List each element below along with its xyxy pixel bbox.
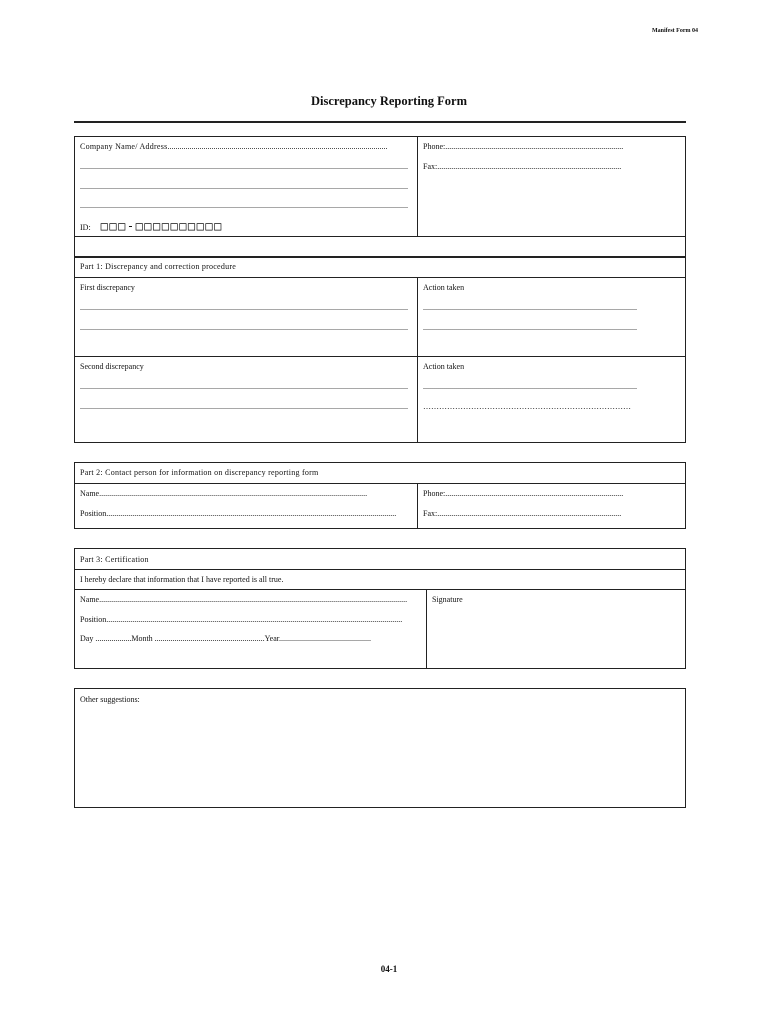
other-suggestions-label: Other suggestions: bbox=[80, 695, 140, 704]
part2-header-line bbox=[74, 483, 686, 484]
company-address-line-2[interactable]: .................................................................................................................................................................... bbox=[80, 182, 408, 191]
second-action-label: Action taken bbox=[423, 362, 465, 371]
contact-fax-dots: ............................................................................................ bbox=[437, 509, 622, 518]
company-section bbox=[74, 136, 686, 257]
first-discrepancy-line-2[interactable]: .................................................................................................................................................................... bbox=[80, 323, 408, 332]
contact-position-dots: ................................................................................................................................................. bbox=[106, 509, 397, 518]
certifier-position-dots: .................................................................................................................................................... bbox=[106, 615, 403, 624]
contact-name-dots: ...................................................................................................................................... bbox=[99, 489, 368, 498]
second-discrepancy-line-1[interactable]: .................................................................................................................................................................... bbox=[80, 382, 408, 391]
second-action-line-1[interactable]: ........................................................................................................... bbox=[423, 382, 637, 391]
day-label: Day bbox=[80, 634, 94, 643]
certifier-name-dots: .......................................................................................................................................................... bbox=[99, 595, 408, 604]
form-code: Manifest Form 04 bbox=[652, 28, 698, 34]
contact-name-field[interactable] bbox=[80, 489, 367, 499]
certification-date-field[interactable] bbox=[80, 634, 371, 644]
part3-header-line bbox=[74, 569, 686, 570]
contact-phone-field[interactable] bbox=[423, 489, 623, 499]
certifier-position-label: Position bbox=[80, 615, 107, 624]
first-action-line-2[interactable]: ........................................................................................................... bbox=[423, 323, 637, 332]
signature-label: Signature bbox=[432, 595, 463, 604]
company-divider bbox=[417, 136, 418, 236]
company-phone-field[interactable] bbox=[423, 142, 623, 152]
contact-position-field[interactable] bbox=[80, 509, 396, 519]
first-action-line-1[interactable]: ........................................................................................................... bbox=[423, 303, 637, 312]
declaration-text: I hereby declare that information that I have reported is all true. bbox=[80, 575, 284, 584]
contact-name-label: Name bbox=[80, 489, 100, 498]
part1-heading: Part 1: Discrepancy and correction procedure bbox=[80, 262, 237, 271]
company-fax-field[interactable] bbox=[423, 162, 621, 172]
contact-position-label: Position bbox=[80, 509, 107, 518]
company-bottom-line bbox=[74, 236, 686, 237]
company-fax-dots: ............................................................................................ bbox=[437, 162, 622, 171]
company-fax-label: Fax: bbox=[423, 162, 438, 171]
part2-heading: Part 2: Contact person for information on discrepancy reporting form bbox=[80, 468, 319, 477]
title-rule bbox=[74, 121, 686, 123]
part1-section bbox=[74, 257, 686, 443]
company-name-label: Company Name/ Address bbox=[80, 142, 168, 151]
second-discrepancy-line-2[interactable]: .................................................................................................................................................................... bbox=[80, 402, 408, 411]
company-phone-label: Phone: bbox=[423, 142, 446, 151]
second-discrepancy-label: Second discrepancy bbox=[80, 362, 144, 371]
month-label: Month bbox=[131, 634, 153, 643]
company-id-field[interactable] bbox=[80, 219, 223, 233]
part3-heading: Part 3: Certification bbox=[80, 555, 149, 564]
company-phone-dots: ......................................................................................... bbox=[445, 142, 624, 151]
year-dots: .............................................. bbox=[278, 634, 371, 643]
company-id-boxes: □□□-□□□□□□□□□□ bbox=[100, 219, 223, 233]
month-dots: ....................................................... bbox=[152, 634, 265, 643]
company-name-field[interactable] bbox=[80, 142, 387, 152]
first-action-label: Action taken bbox=[423, 283, 465, 292]
contact-fax-field[interactable] bbox=[423, 509, 621, 519]
part2-divider bbox=[417, 483, 418, 529]
year-label: Year bbox=[264, 634, 279, 643]
certifier-name-label: Name bbox=[80, 595, 100, 604]
contact-fax-label: Fax: bbox=[423, 509, 438, 518]
page-number: 04-1 bbox=[380, 964, 398, 974]
first-discrepancy-label: First discrepancy bbox=[80, 283, 135, 292]
company-id-label: ID: bbox=[80, 223, 91, 232]
part1-divider bbox=[417, 277, 418, 443]
part1-middle-line bbox=[74, 356, 686, 357]
first-discrepancy-line-1[interactable]: .................................................................................................................................................................... bbox=[80, 303, 408, 312]
certifier-position-field[interactable] bbox=[80, 615, 402, 625]
certifier-name-field[interactable] bbox=[80, 595, 407, 605]
contact-phone-label: Phone: bbox=[423, 489, 446, 498]
contact-phone-dots: ......................................................................................... bbox=[445, 489, 624, 498]
day-dots: .................. bbox=[93, 634, 132, 643]
other-suggestions-section[interactable] bbox=[74, 688, 686, 808]
company-address-line-3[interactable]: .................................................................................................................................................................... bbox=[80, 201, 408, 210]
signature-area[interactable] bbox=[427, 590, 685, 668]
company-address-line-1[interactable]: .................................................................................................................................................................... bbox=[80, 162, 408, 171]
part1-header-line bbox=[74, 277, 686, 278]
form-title: Discrepancy Reporting Form bbox=[311, 94, 467, 108]
company-name-dots: .............................................................................................................. bbox=[167, 142, 388, 151]
second-action-line-2[interactable]: …………………………………………………………………… bbox=[423, 402, 631, 411]
